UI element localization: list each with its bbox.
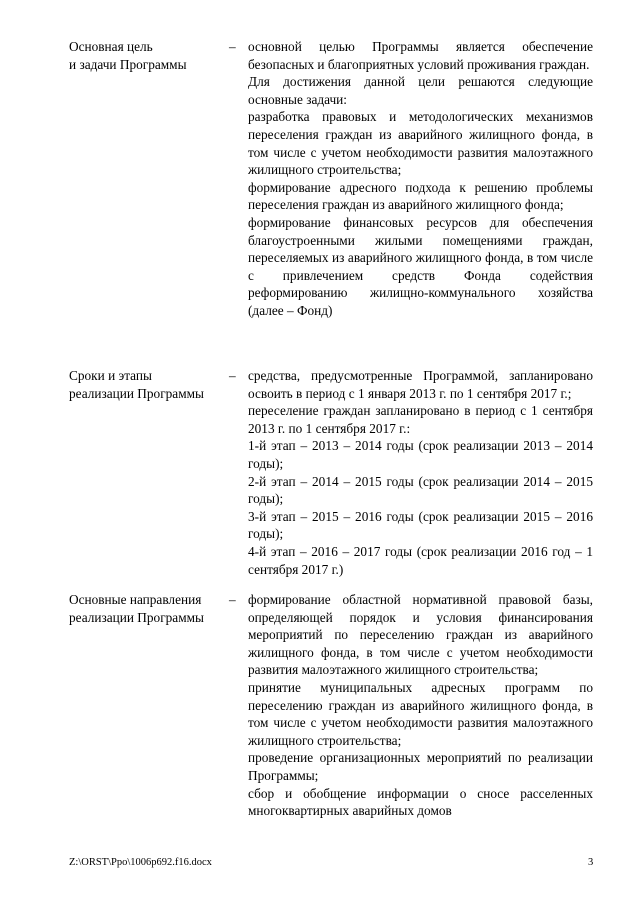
footer-file-path: Z:\ORST\Ppo\1006p692.f16.docx: [69, 857, 212, 868]
section-content: [248, 38, 593, 320]
section-label: [69, 367, 229, 402]
dash: –: [229, 368, 236, 383]
paragraph: 3-й этап – 2015 – 2016 годы (срок реализации 2015 – 2016 годы);: [248, 508, 593, 542]
section-content: [248, 591, 593, 820]
section-content: [248, 367, 593, 578]
paragraph: формирование финансовых ресурсов для обеспечения благоустроенными жилыми помещениями граждан, переселяемых из аварийного жилищного фонда, в том числе с привлечением средств Фонда содействия реформированию жилищно-коммунального хозяйства (далее – Фонд): [248, 214, 593, 318]
label-line: Сроки и этапы: [69, 368, 152, 383]
label-line: реализации Программы: [69, 609, 204, 625]
section-label: [69, 591, 229, 626]
paragraph: 4-й этап – 2016 – 2017 годы (срок реализации 2016 год – 1 сентября 2017 г.): [248, 543, 593, 577]
label-line: и задачи Программы: [69, 56, 187, 72]
dash: –: [229, 39, 236, 54]
label-line: Основные направления: [69, 592, 202, 607]
label-line: реализации Программы: [69, 385, 204, 401]
paragraph: 2-й этап – 2014 – 2015 годы (срок реализации 2014 – 2015 годы);: [248, 473, 593, 507]
paragraph: формирование адресного подхода к решению проблемы переселения граждан из аварийного жилищного фонда;: [248, 179, 593, 213]
paragraph: сбор и обобщение информации о сносе расселенных многоквартирных аварийных домов: [248, 785, 593, 819]
paragraph: проведение организационных мероприятий по реализации Программы;: [248, 750, 593, 783]
paragraph: основной целью Программы является обеспечение безопасных и благоприятных условий проживания граждан.: [248, 39, 593, 72]
paragraph: переселение граждан запланировано в период с 1 сентября 2013 г. по 1 сентября 2017 г.:: [248, 403, 593, 436]
paragraph: разработка правовых и методологических механизмов переселения граждан из аварийного жилищного фонда, в том числе с учетом необходимости развития малоэтажного жилищного строительства;: [248, 109, 593, 178]
label-line: Основная цель: [69, 39, 153, 54]
paragraph: Для достижения данной цели решаются следующие основные задачи:: [248, 74, 593, 107]
dash: –: [229, 592, 236, 607]
paragraph: 1-й этап – 2013 – 2014 годы (срок реализации 2013 – 2014 годы);: [248, 438, 593, 471]
paragraph: принятие муниципальных адресных программ по переселению граждан из аварийного жилищного фонда, в том числе с учетом необходимости развития малоэтажного жилищного строительства;: [248, 679, 593, 748]
page-number: 3: [588, 857, 594, 868]
paragraph: формирование областной нормативной правовой базы, определяющей порядок и условия финансирования мероприятий по переселению граждан из аварийного жилищного фонда, в том числе с учетом необходимости развития малоэтажного жилищного строительства;: [248, 592, 593, 678]
section-label: [69, 38, 229, 73]
paragraph: средства, предусмотренные Программой, запланировано освоить в период с 1 января 2013 г. по 1 сентября 2017 г.;: [248, 368, 593, 401]
